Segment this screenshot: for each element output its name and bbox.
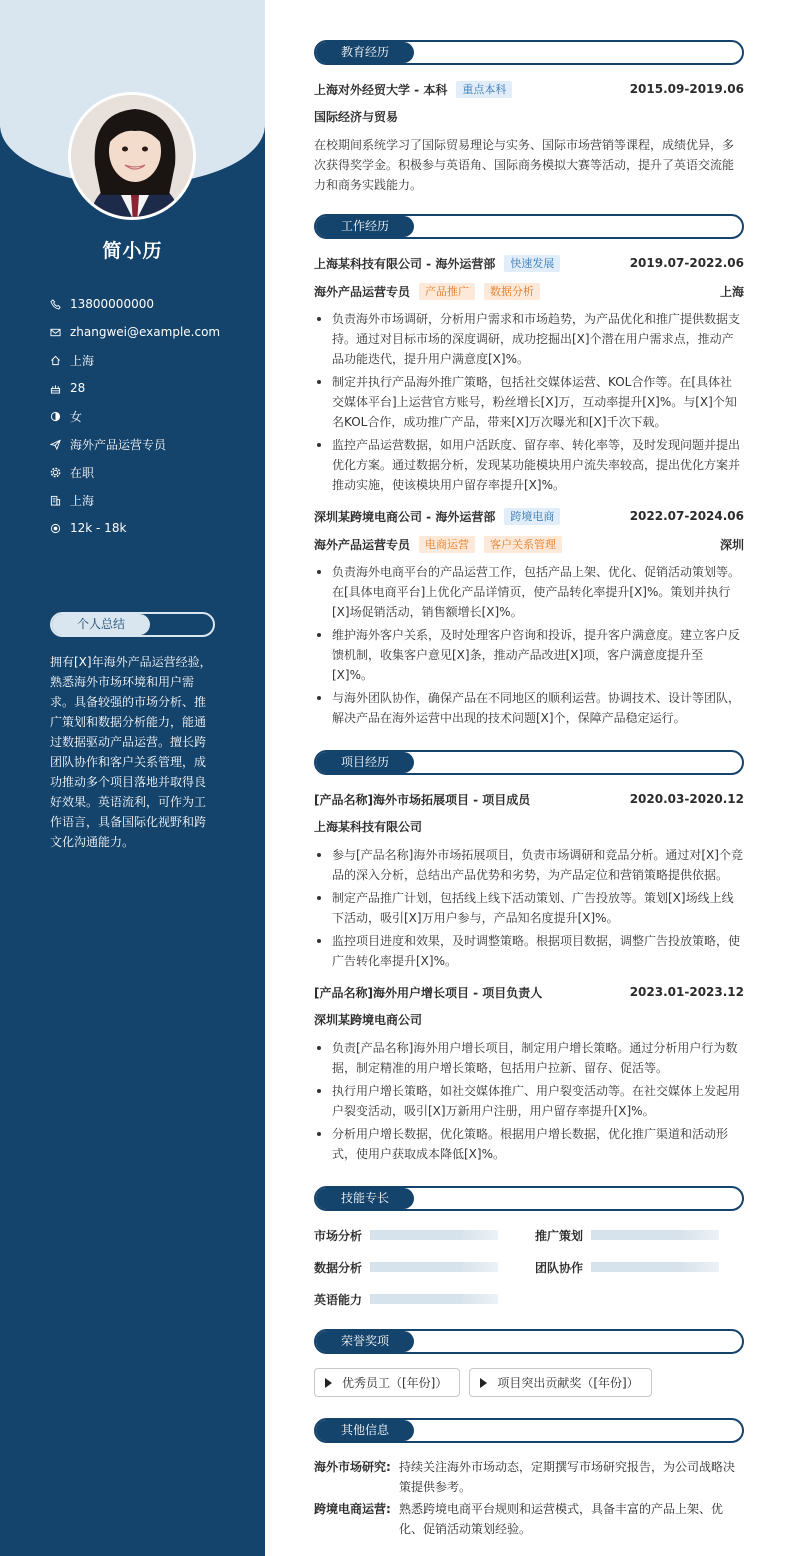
building-icon xyxy=(50,495,70,506)
gender-text: 女 xyxy=(70,409,83,424)
job-city: 深圳 xyxy=(719,537,744,552)
city-row xyxy=(50,486,220,514)
skills-heading xyxy=(314,1186,744,1211)
other-section xyxy=(314,1418,744,1539)
honor-item xyxy=(314,1368,460,1397)
other-key: 海外市场研究: xyxy=(314,1460,391,1474)
honors-list xyxy=(314,1368,744,1397)
skill-name: 数据分析 xyxy=(314,1260,363,1275)
send-icon xyxy=(50,439,70,450)
phone-icon xyxy=(50,299,70,310)
status-text: 在职 xyxy=(70,465,95,480)
cake-icon xyxy=(50,383,70,394)
job-city: 上海 xyxy=(719,284,744,299)
honors-heading xyxy=(314,1329,744,1354)
job-date: 2019.07-2022.06 xyxy=(629,256,744,270)
email-text: zhangwei@example.com xyxy=(70,325,221,339)
job-bullet: 负责海外电商平台的产品运营工作，包括产品上架、优化、促销活动策划等。在[具体电商平台]上优化产品详情页，使产品转化率提升[X]%。策划并执行[X]场促销活动，销售额增长[X]%。 xyxy=(314,562,744,622)
project-bullet: 监控项目进度和效果，及时调整策略。根据项目数据，调整广告投放策略，使广告转化率提升[X]%。 xyxy=(314,931,744,971)
job-role: 海外产品运营专员 xyxy=(314,537,411,552)
skill-bar xyxy=(370,1262,498,1272)
other-item xyxy=(314,1457,744,1497)
project-bullet: 执行用户增长策略，如社交媒体推广、用户裂变活动等。在社交媒体上发起用户裂变活动，吸引[X]万新用户注册，用户留存率提升[X]%。 xyxy=(314,1081,744,1121)
target-icon xyxy=(50,523,70,534)
other-heading-label: 其他信息 xyxy=(316,1420,414,1441)
gear-icon xyxy=(50,467,70,478)
other-item xyxy=(314,1499,744,1539)
skills-section xyxy=(314,1186,744,1309)
work-heading-label: 工作经历 xyxy=(316,216,414,237)
education-section xyxy=(314,40,744,195)
sidebar xyxy=(0,0,265,1556)
other-heading xyxy=(314,1418,744,1443)
skill-item xyxy=(314,1289,535,1309)
age-row xyxy=(50,374,220,402)
gender-row xyxy=(50,402,220,430)
project-org: 上海某科技有限公司 xyxy=(314,820,423,834)
job-row xyxy=(50,430,220,458)
status-row xyxy=(50,458,220,486)
skills-grid xyxy=(314,1225,744,1309)
skill-name: 团队协作 xyxy=(535,1260,584,1275)
skills-heading-label: 技能专长 xyxy=(316,1188,414,1209)
project-bullets xyxy=(314,845,744,971)
other-value: 持续关注海外市场动态，定期撰写市场研究报告，为公司战略决策提供参考。 xyxy=(399,1460,736,1494)
candidate-name: 简小历 xyxy=(102,240,163,262)
play-icon xyxy=(325,1378,332,1388)
skill-bar xyxy=(591,1262,719,1272)
salary-text: 12k - 18k xyxy=(70,521,127,535)
location-row xyxy=(50,346,220,374)
other-key: 跨境电商运营: xyxy=(314,1502,391,1516)
honor-text: 项目突出贡献奖（[年份]） xyxy=(497,1376,639,1390)
major: 国际经济与贸易 xyxy=(314,110,399,124)
summary-text: 拥有[X]年海外产品运营经验，熟悉海外市场环境和用户需求。具备较强的市场分析、推广策划和数据分析能力，能通过数据驱动产品运营。擅长跨团队协作和客户关系管理，成功推动多个项目落地并取得良好效果。英语流利，可作为工作语言，具备国际化视野和跨文化沟通能力。 xyxy=(50,655,212,849)
projects-heading-label: 项目经历 xyxy=(316,752,414,773)
job-text: 海外产品运营专员 xyxy=(70,437,167,452)
job-company: 上海某科技有限公司 - 海外运营部 xyxy=(314,256,496,271)
projects-section xyxy=(314,750,744,1164)
skill-name: 英语能力 xyxy=(314,1292,363,1307)
project-item xyxy=(314,789,744,971)
project-title-row xyxy=(314,789,744,809)
job-company-tag: 跨境电商 xyxy=(504,508,560,525)
education-heading xyxy=(314,40,744,65)
job-role: 海外产品运营专员 xyxy=(314,284,411,299)
gender-icon xyxy=(50,411,70,422)
job-skill-tag: 电商运营 xyxy=(419,536,475,553)
job-bullet: 负责海外市场调研，分析用户需求和市场趋势，为产品优化和推广提供数据支持。通过对目标市场的深度调研，成功挖掘出[X]个潜在用户需求点，推动产品功能迭代，提升用户满意度[X]%。 xyxy=(314,309,744,369)
project-item xyxy=(314,982,744,1164)
skill-bar xyxy=(370,1294,498,1304)
job-skill-tag: 数据分析 xyxy=(484,283,540,300)
summary-heading-label: 个人总结 xyxy=(52,614,150,635)
home-icon xyxy=(50,355,70,366)
project-date: 2020.03-2020.12 xyxy=(629,792,744,806)
project-title-row xyxy=(314,982,744,1002)
job-bullets xyxy=(314,309,744,495)
email-row xyxy=(50,318,220,346)
avatar xyxy=(68,92,196,220)
skill-item xyxy=(535,1257,744,1277)
play-icon xyxy=(480,1378,487,1388)
job-title-row xyxy=(314,253,744,273)
education-heading-label: 教育经历 xyxy=(316,42,414,63)
honors-heading-label: 荣誉奖项 xyxy=(316,1331,414,1352)
project-date: 2023.01-2023.12 xyxy=(629,985,744,999)
school-name: 上海对外经贸大学 - 本科 xyxy=(314,82,448,97)
phone-text: 13800000000 xyxy=(70,297,154,311)
project-org: 深圳某跨境电商公司 xyxy=(314,1013,423,1027)
job-bullet: 监控产品运营数据，如用户活跃度、留存率、转化率等，及时发现问题并提出优化方案。通过数据分析，发现某功能模块用户流失率较高，提出优化方案并推动实施，使该模块用户留存率提升[X]%。 xyxy=(314,435,744,495)
project-name: [产品名称]海外用户增长项目 - 项目负责人 xyxy=(314,985,543,1000)
job-company: 深圳某跨境电商公司 - 海外运营部 xyxy=(314,509,496,524)
job-company-tag: 快速发展 xyxy=(504,255,560,272)
honors-section xyxy=(314,1329,744,1397)
job-bullet: 与海外团队协作，确保产品在不同地区的顺利运营。协调技术、设计等团队，解决产品在海外运营中出现的技术问题[X]个，保障产品稳定运行。 xyxy=(314,688,744,728)
job-date: 2022.07-2024.06 xyxy=(629,509,744,523)
project-bullet: 分析用户增长数据，优化策略。根据用户增长数据，优化推广渠道和活动形式，使用户获取成本降低[X]%。 xyxy=(314,1124,744,1164)
city-text: 上海 xyxy=(70,493,95,508)
school-tag: 重点本科 xyxy=(456,81,512,98)
job-bullet: 维护海外客户关系，及时处理客户咨询和投诉，提升客户满意度。建立客户反馈机制，收集客户意见[X]条，推动产品改进[X]项，客户满意度提升至[X]%。 xyxy=(314,625,744,685)
location-text: 上海 xyxy=(70,353,95,368)
job-role-row xyxy=(314,281,744,301)
job-item xyxy=(314,253,744,495)
skill-name: 市场分析 xyxy=(314,1228,363,1243)
contact-info xyxy=(50,290,220,542)
summary-heading xyxy=(50,612,215,637)
salary-row xyxy=(50,514,220,542)
education-title-row xyxy=(314,79,744,99)
mail-icon xyxy=(50,327,70,338)
skill-bar xyxy=(370,1230,498,1240)
project-bullet: 负责[产品名称]海外用户增长项目，制定用户增长策略。通过分析用户行为数据，制定精准的用户增长策略，包括用户拉新、留存、促活等。 xyxy=(314,1038,744,1078)
job-bullet: 制定并执行产品海外推广策略，包括社交媒体运营、KOL合作等。在[具体社交媒体平台]上运营官方账号，粉丝增长[X]万，互动率提升[X]%。与[X]个知名KOL合作，成功推广产品，带来[X]万次曝光和[X]千次下载。 xyxy=(314,372,744,432)
project-bullet: 参与[产品名称]海外市场拓展项目，负责市场调研和竞品分析。通过对[X]个竞品的深入分析，总结出产品优势和劣势，为产品定位和营销策略提供依据。 xyxy=(314,845,744,885)
projects-heading xyxy=(314,750,744,775)
project-bullets xyxy=(314,1038,744,1164)
job-role-row xyxy=(314,534,744,554)
work-heading xyxy=(314,214,744,239)
honor-text: 优秀员工（[年份]） xyxy=(342,1376,448,1390)
honor-item xyxy=(469,1368,651,1397)
education-date: 2015.09-2019.06 xyxy=(629,82,744,96)
project-name: [产品名称]海外市场拓展项目 - 项目成员 xyxy=(314,792,531,807)
education-desc: 在校期间系统学习了国际贸易理论与实务、国际市场营销等课程，成绩优异，多次获得奖学金。积极参与英语角、国际商务模拟大赛等活动，提升了英语交流能力和商务实践能力。 xyxy=(314,138,735,192)
age-text: 28 xyxy=(70,381,86,395)
job-title-row xyxy=(314,506,744,526)
other-list xyxy=(314,1457,744,1539)
skill-item xyxy=(535,1225,744,1245)
work-section xyxy=(314,214,744,728)
job-bullets xyxy=(314,562,744,728)
job-item xyxy=(314,506,744,728)
other-value: 熟悉跨境电商平台规则和运营模式，具备丰富的产品上架、优化、促销活动策划经验。 xyxy=(399,1502,724,1536)
skill-item xyxy=(314,1257,535,1277)
skill-name: 推广策划 xyxy=(535,1228,584,1243)
skill-bar xyxy=(591,1230,719,1240)
job-skill-tag: 产品推广 xyxy=(419,283,475,300)
phone-row xyxy=(50,290,220,318)
project-bullet: 制定产品推广计划，包括线上线下活动策划、广告投放等。策划[X]场线上线下活动，吸引[X]万用户参与，产品知名度提升[X]%。 xyxy=(314,888,744,928)
skill-item xyxy=(314,1225,535,1245)
job-skill-tag: 客户关系管理 xyxy=(484,536,562,553)
main-content xyxy=(314,40,744,1541)
